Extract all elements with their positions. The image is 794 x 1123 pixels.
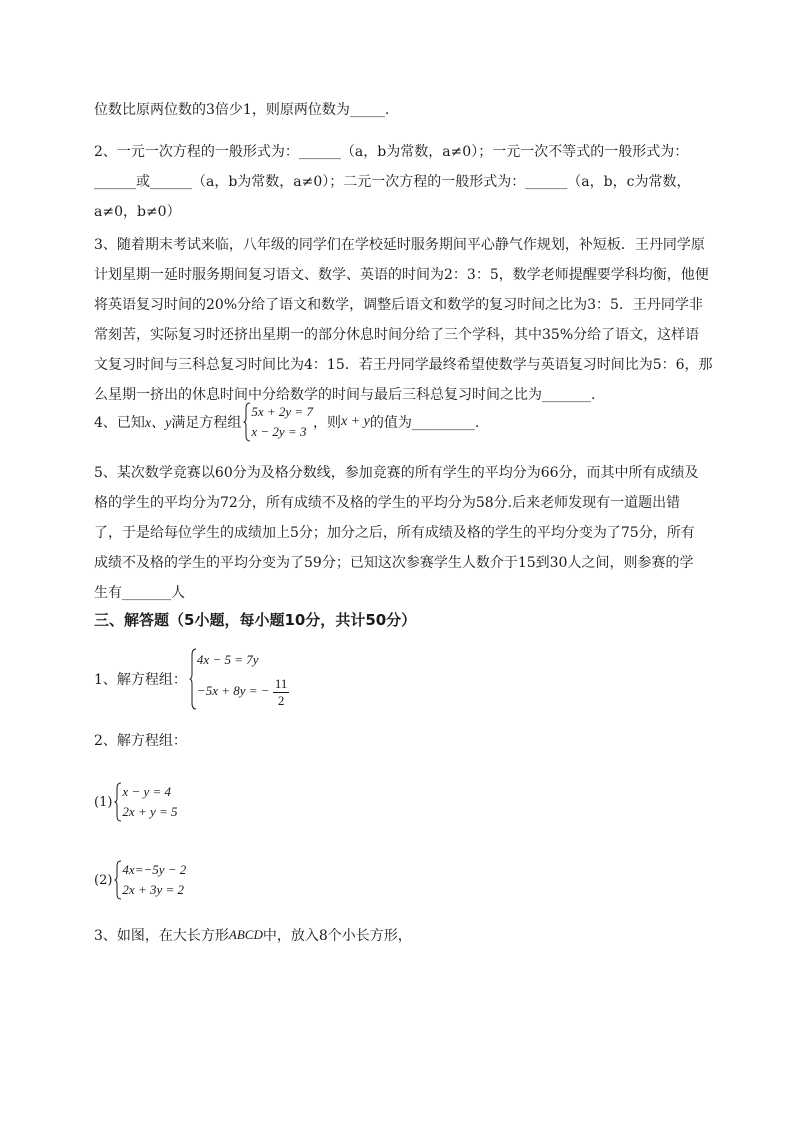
s2-p1-equation-system	[114, 782, 177, 822]
q4-variables: x、y	[144, 416, 172, 431]
s1-eq-2	[197, 672, 289, 710]
q4-post-1: ，则	[312, 415, 341, 431]
s2-label: 2、解方程组：	[94, 733, 187, 749]
q3-line-2: 计划星期一延时服务期间复习语文、数学、英语的时间为2：3：5，数学老师提醒要学科均衡，他便	[94, 267, 709, 283]
fill-in-questions	[94, 95, 724, 125]
s1-equation-system	[189, 648, 289, 710]
s2-p1-label: (1)	[94, 794, 113, 810]
q5-line-1: 5、某次数学竞赛以60分为及格分数线，参加竞赛的所有学生的平均分为66分，而其中所有成绩及	[94, 465, 699, 481]
s2-part-1	[94, 782, 178, 822]
solve-question-3	[94, 925, 412, 945]
q5-line-4: 成绩不及格的学生的平均分变为了59分；已知这次参赛学生人数介于15到30人之间，则参赛的学	[94, 555, 694, 571]
s3-post: 中，放入8个小长方形，	[262, 928, 412, 944]
q3-line-6: 么星期一挤出的休息时间中分给数学的时间与最后三科总复习时间之比为_______.	[94, 387, 596, 403]
fraction-denominator: 2	[277, 692, 285, 708]
s3-rectangle-name: ABCD	[228, 927, 263, 942]
q2-line-1: 2、一元一次方程的一般形式为：______（a，b为常数，a≠0）；一元一次不等式的一般形式为：	[94, 144, 689, 160]
q3-line-3: 将英语复习时间的20%分给了语文和数学，调整后语文和数学的复习时间之比为3：5．王丹同学非	[94, 297, 703, 313]
q2-line-3: a≠0，b≠0）	[94, 204, 181, 220]
fraction	[273, 676, 290, 709]
q4-expression: x + y	[340, 414, 370, 429]
q3-line-1: 3、随着期末考试来临，八年级的同学们在学校延时服务期间平心静气作规划，补短板．王丹同学原	[94, 237, 705, 253]
fraction-numerator: 11	[274, 675, 288, 691]
s3-pre: 3、如图，在大长方形	[94, 928, 229, 944]
brace-icon	[114, 782, 122, 822]
q4-post-2: 的值为_________.	[369, 415, 480, 431]
s1-label: 1、解方程组：	[94, 672, 187, 688]
question-5	[94, 458, 724, 608]
section-3-heading: 三、解答题（5小题，每小题10分，共计50分）	[94, 611, 417, 629]
q4-eq-1: 5x + 2y = 7	[251, 404, 313, 419]
s1-eq-1: 4x − 5 = 7y	[196, 652, 259, 667]
q4-eq-2: x − 2y = 3	[251, 424, 307, 439]
q5-line-3: 了，于是给每位学生的成绩加上5分；加分之后，所有成绩及格的学生的平均分变为了75分，所有	[94, 525, 695, 541]
s2-part-2	[94, 860, 186, 900]
q5-line-2: 格的学生的平均分为72分，所有成绩不及格的学生的平均分为58分.后来老师发现有一道题出错	[94, 495, 681, 511]
s1-eq-2-left: −5x + 8y = −	[196, 683, 270, 698]
q3-line-5: 文复习时间与三科总复习时间比为4：15．若王丹同学最终希望使数学与英语复习时间比为5：6，那	[94, 357, 713, 373]
q3-line-4: 常刻苦，实际复习时还挤出星期一的部分休息时间分给了三个学科，其中35%分给了语文，这样语	[94, 327, 700, 343]
s2-p2-eq-1: 4x=−5y − 2	[122, 862, 187, 877]
question-2	[94, 137, 724, 227]
q4-prefix: 4、已知	[94, 415, 145, 431]
question-3	[94, 230, 724, 410]
q4-mid: 满足方程组	[171, 415, 242, 431]
q5-line-5: 生有_______人	[94, 585, 185, 601]
q2-line-2: ______或______（a，b为常数，a≠0）；二元一次方程的一般形式为：______（a，b，c为常数，	[94, 174, 691, 190]
s2-p2-label: (2)	[94, 872, 113, 888]
brace-icon	[189, 648, 197, 710]
s2-p1-eq-2: 2x + y = 5	[122, 804, 178, 819]
q1-continuation: 位数比原两位数的3倍少1，则原两位数为_____.	[94, 102, 390, 118]
q4-equation-system	[243, 402, 313, 442]
brace-icon	[243, 402, 251, 442]
solve-question-1	[94, 648, 289, 710]
s2-p2-eq-2: 2x + 3y = 2	[122, 882, 185, 897]
brace-icon	[114, 860, 122, 900]
question-4	[94, 402, 479, 442]
solve-question-2-label	[94, 730, 187, 750]
s2-p1-eq-1: x − y = 4	[122, 784, 172, 799]
s2-p2-equation-system	[114, 860, 186, 900]
